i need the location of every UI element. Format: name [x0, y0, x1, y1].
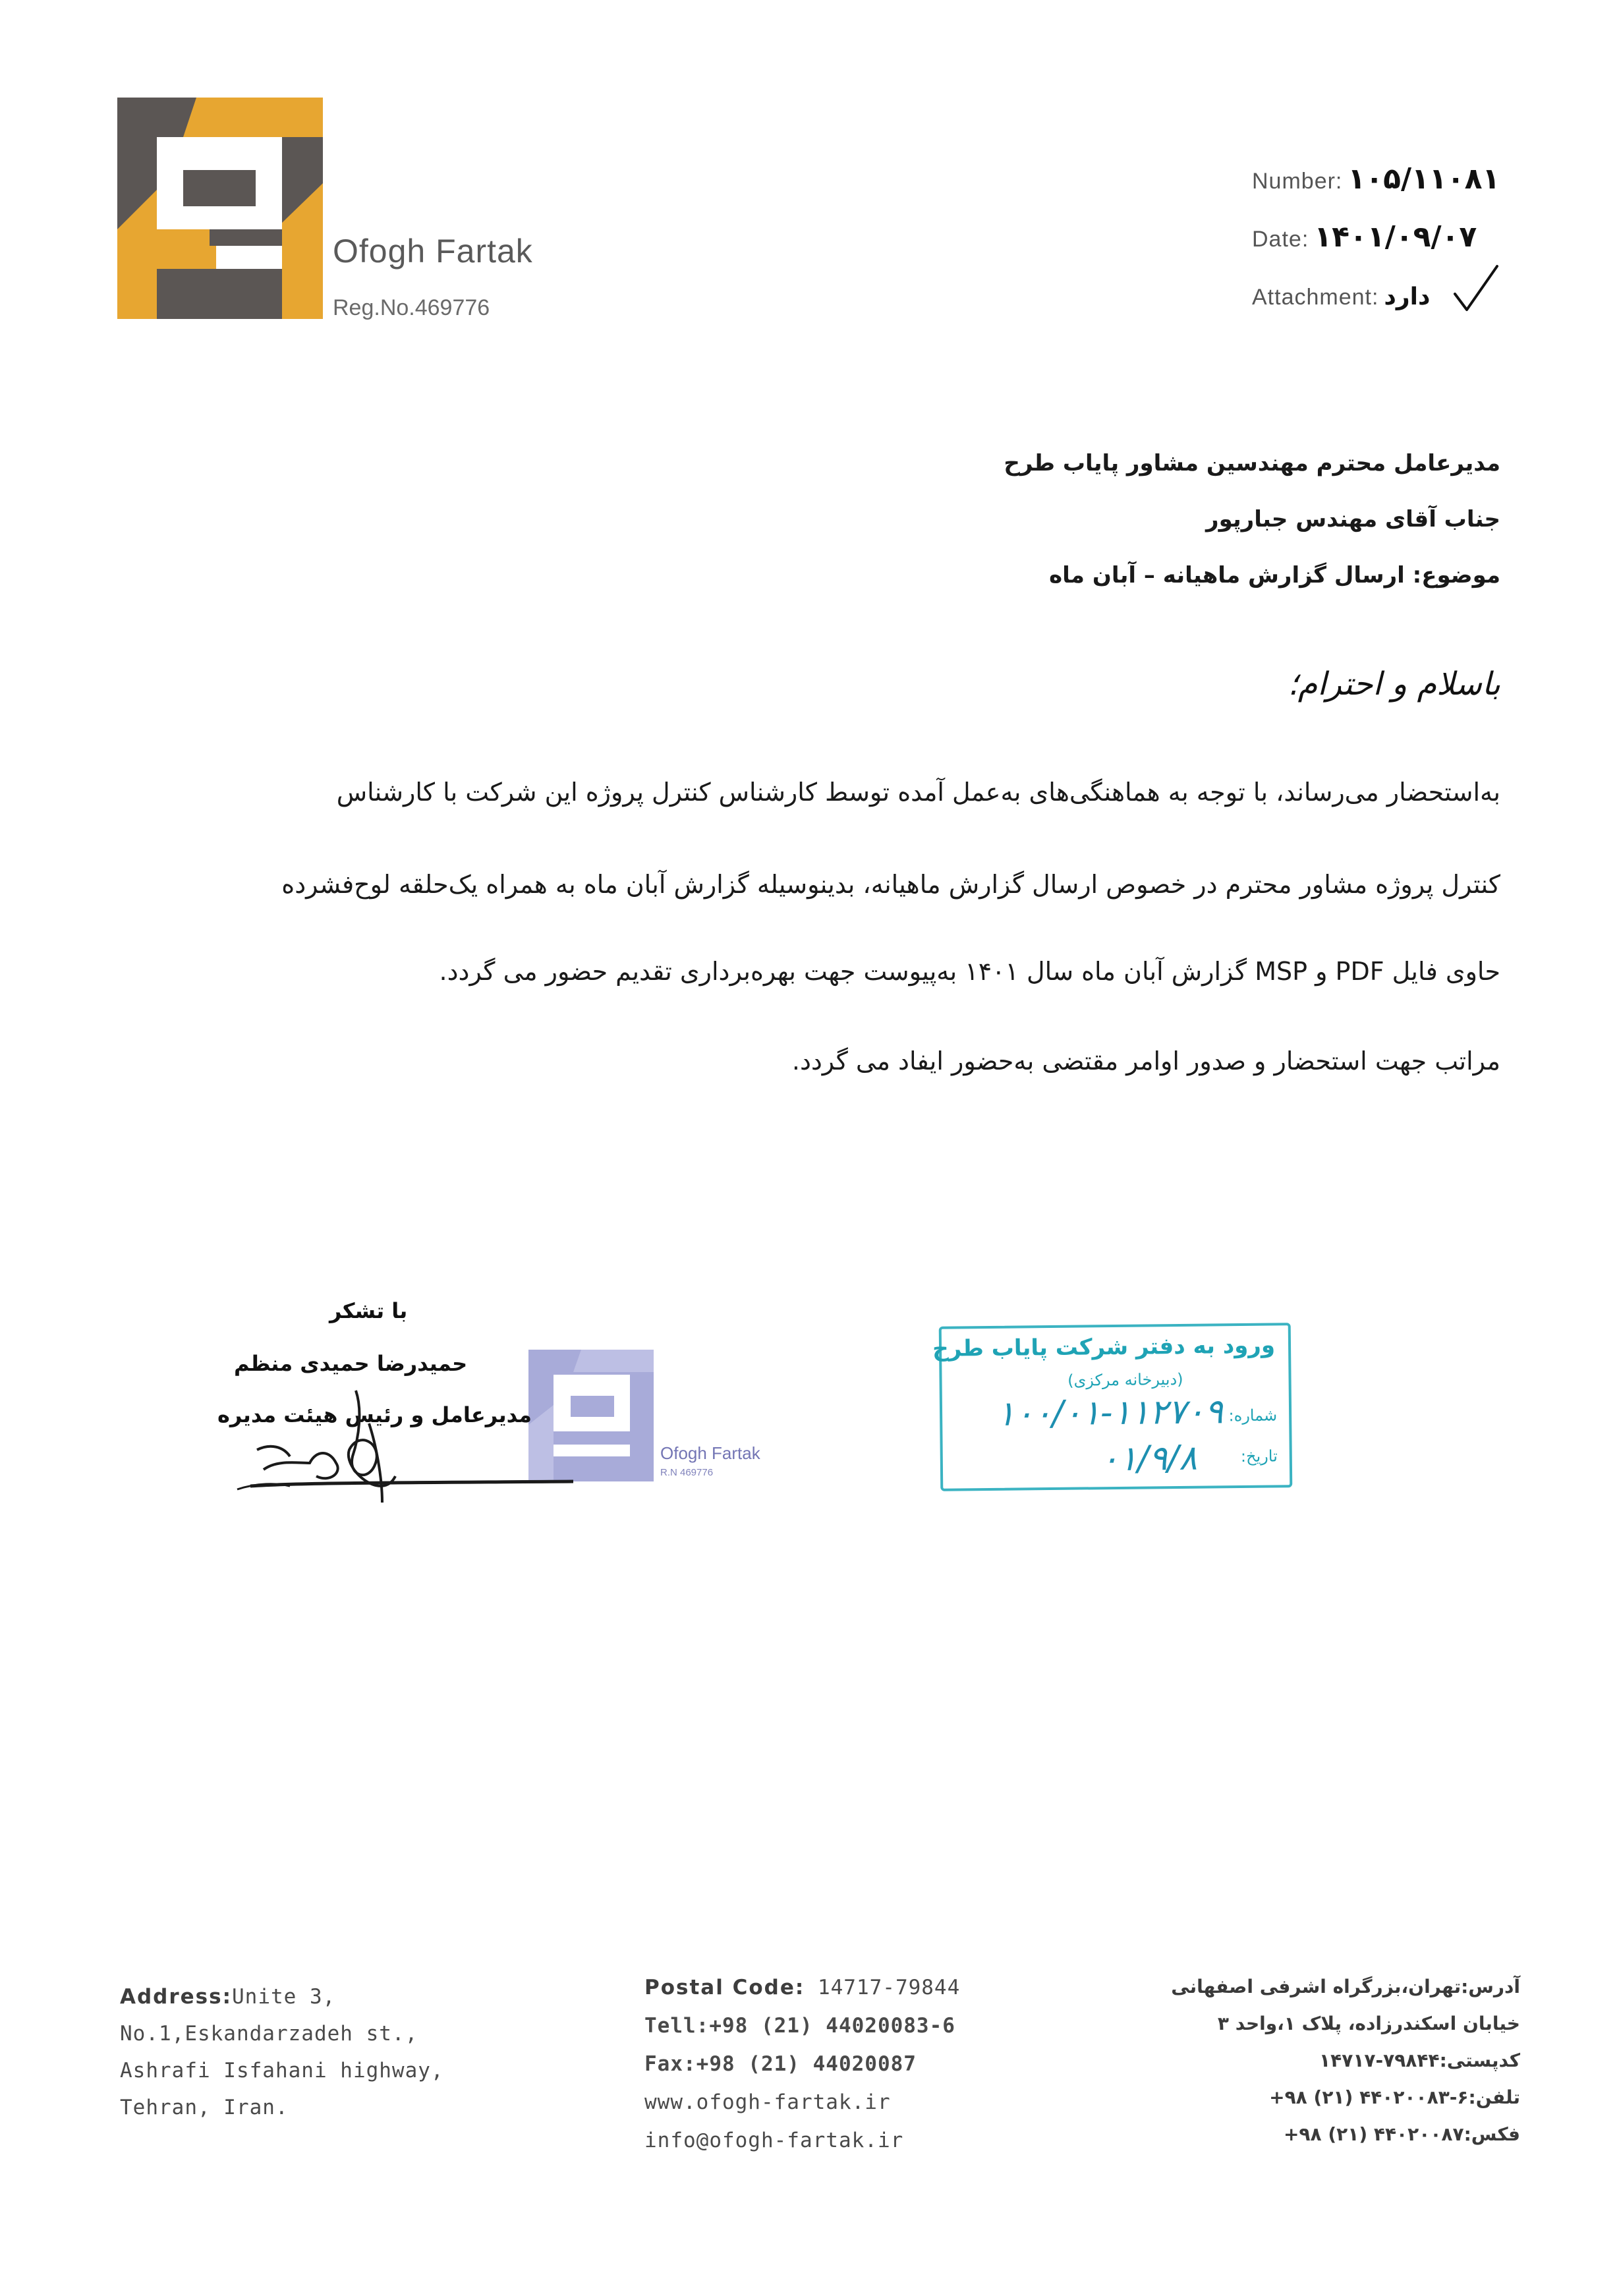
stamp-date-value: ۰۱/۹/۸ — [1100, 1438, 1198, 1479]
registration-number: Reg.No.469776 — [333, 295, 490, 320]
body-line: مراتب جهت استحضار و صدور اوامر مقتضی به‌حضور ایفاد می گردد. — [791, 1047, 1500, 1076]
stamp-number-label: شماره: — [1228, 1406, 1278, 1425]
check-icon — [1450, 262, 1502, 315]
footer-address-line: Tehran, Iran. — [120, 2096, 289, 2119]
attachment-value: دارد — [1384, 283, 1431, 310]
seal-company-name: Ofogh Fartak — [660, 1443, 760, 1463]
body-line: حاوی فایل PDF و MSP گزارش آبان ماه سال ۱۴۰۱ به‌پیوست جهت بهره‌برداری تقدیم حضور می گردد. — [439, 957, 1500, 986]
letter-number-row — [1252, 162, 1500, 196]
registration-stamp — [932, 1323, 1293, 1491]
footer-fa-fax: فکس:۴۴۰۲۰۰۸۷ (۲۱) ۹۸+ — [1283, 2123, 1520, 2145]
attachment-label: Attachment: — [1252, 285, 1379, 310]
address-label: Address: — [120, 1985, 232, 2009]
footer-address-line: No.1,Eskandarzadeh st., — [120, 2022, 418, 2046]
body-line: کنترل پروژه مشاور محترم در خصوص ارسال گزارش ماهیانه، بدینوسیله گزارش آبان ماه به همراه یک‌حلقه لوح‌فشرده — [281, 870, 1500, 899]
footer-fa-tel: تلفن:۶-۴۴۰۲۰۰۸۳ (۲۱) ۹۸+ — [1269, 2086, 1520, 2108]
footer-address-line: Address:Unite 3, — [120, 1985, 336, 2009]
handwritten-signature-icon — [217, 1384, 586, 1522]
salutation: باسلام و احترام؛ — [1288, 666, 1500, 703]
company-name: Ofogh Fartak — [333, 233, 533, 270]
footer-fa-address: خیابان اسکندرزاده، پلاک ۱،واحد ۳ — [1217, 2013, 1520, 2034]
attachment-row — [1252, 283, 1430, 310]
footer-email-link[interactable]: info@ofogh-fartak.ir — [644, 2129, 904, 2152]
recipient-title: مدیرعامل محترم مهندسین مشاور پایاب طرح — [1004, 450, 1500, 476]
stamp-date-label: تاریخ: — [1240, 1447, 1278, 1466]
signer-title: مدیرعامل و رئیس هیئت مدیره — [217, 1402, 532, 1427]
footer-fax: Fax:+98 (21) 44020087 — [644, 2052, 917, 2076]
seal-registration: R.N 469776 — [660, 1467, 714, 1478]
recipient-name: جناب آقای مهندس جبارپور — [1206, 506, 1500, 532]
footer-fa-address: آدرس:تهران،بزرگراه اشرفی اصفهانی — [1171, 1976, 1520, 1997]
postal-label: Postal Code: — [644, 1976, 805, 1999]
stamp-title: ورود به دفتر شرکت پایاب طرح — [932, 1332, 1276, 1362]
stamp-number-value: ۱۰۰/۰۱-۱۱۲۷۰۹ — [996, 1392, 1224, 1434]
number-value: ۱۰۵/۱۱۰۸۱ — [1348, 162, 1500, 196]
body-line: به‌استحضار می‌رساند، با توجه به هماهنگی‌های به‌عمل آمده توسط کارشناس کنترل پروژه این شرکت با کارشناس — [336, 778, 1500, 807]
closing: با تشکر — [329, 1298, 408, 1323]
footer-website-link[interactable]: www.ofogh-fartak.ir — [644, 2090, 891, 2114]
date-value: ۱۴۰۱/۰۹/۰۷ — [1314, 220, 1477, 254]
number-label: Number: — [1252, 169, 1343, 194]
stamp-subtitle: (دبیرخانه مرکزی) — [1067, 1369, 1183, 1390]
footer-postal-code: Postal Code: 14717-79844 — [644, 1976, 961, 1999]
footer-fa-postal: کدپستی:۷۹۸۴۴-۱۴۷۱۷ — [1319, 2050, 1520, 2071]
footer-tel: Tell:+98 (21) 44020083-6 — [644, 2014, 955, 2038]
letter-date-row — [1252, 220, 1477, 254]
footer-address-line: Ashrafi Isfahani highway, — [120, 2059, 444, 2082]
company-logo-icon — [117, 98, 323, 319]
date-label: Date: — [1252, 227, 1309, 252]
signer-name: حمیدرضا حمیدی منظم — [234, 1351, 468, 1376]
subject-line: موضوع: ارسال گزارش ماهیانه – آبان ماه — [1049, 562, 1500, 588]
